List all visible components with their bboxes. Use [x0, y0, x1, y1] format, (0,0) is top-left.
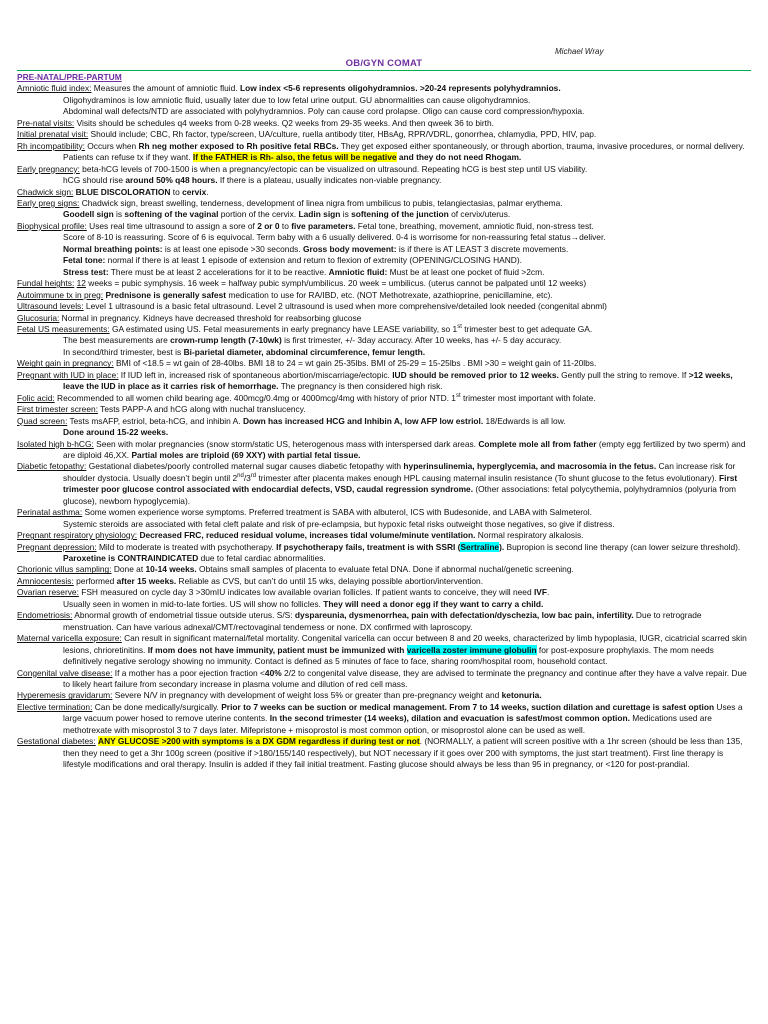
note-line: [17, 393, 751, 404]
note-text: Obtains small samples of placenta to evaluate fetal DNA. Done if abnormal nuchal/genetic screening.: [196, 564, 574, 575]
topic-label: Endometriosis:: [17, 610, 73, 621]
note-text: Mild to moderate is treated with psychotherapy.: [96, 541, 277, 552]
note-line: [17, 255, 751, 266]
note-text: 40%: [264, 667, 282, 678]
note-line: [17, 141, 751, 164]
note-line: [17, 313, 751, 324]
note-text: If mom does not have immunity, patient must be immunized with: [147, 644, 407, 655]
note-text: 2 or 0: [257, 220, 280, 231]
highlighted-text: Sertraline: [460, 541, 500, 552]
note-text: dyspareunia, dysmenorrhea, pain with defectation/dyschezia, low bac pain, infertility.: [294, 610, 634, 621]
note-line: [17, 187, 751, 198]
note-text: Tests msAFP, estriol, beta-hCG, and inhibin A.: [67, 415, 243, 426]
note-text: First trimester poor glucose control associated with endocardial defects, VSD, caudal regression syndrome.: [63, 472, 738, 495]
note-line: [17, 461, 751, 507]
note-text: hCG should rise: [63, 175, 126, 186]
note-text: Recommended to all women child bearing age. 400mcg/0.4mg or 4000mcg/4mg with history of prior NTD. 1: [54, 392, 456, 403]
note-text: beta-hCG levels of 700-1500 is when a pregnancy/ectopic can be visualized on ultrasound. Repeating hCG is best step until US viability.: [79, 163, 588, 174]
note-text: st: [457, 324, 462, 331]
note-text: Gross body movement:: [302, 243, 397, 254]
note-text: IVF: [533, 587, 547, 598]
note-line: [17, 564, 751, 575]
note-line: [17, 301, 751, 312]
note-text: Usually seen in women in mid-to-late forties. US will show no follicles.: [63, 598, 324, 609]
note-text: In second/third trimester, best is: [63, 346, 184, 357]
note-text: is: [113, 209, 125, 220]
note-text: They will need a donor egg if they want to carry a child.: [323, 598, 544, 609]
note-text: Score of 8-10 is reassuring. Score of 6 is equivocal. Term baby with a 6 usually delivered. 0-4 is worrisome for non-reassuring fetal status→deliver.: [63, 232, 606, 243]
topic-label: Pregnant depression:: [17, 541, 97, 552]
note-line: [17, 507, 751, 518]
note-text: (empty egg fertilized by two sperm) and are diploid 46,XX.: [63, 438, 746, 460]
note-text: .: [206, 186, 209, 197]
note-text: .: [546, 587, 550, 598]
note-text: If a mother has a poor ejection fraction <: [112, 667, 265, 678]
note-line: [17, 175, 751, 186]
note-text: Low index <5-6 represents oligohydramnios. >20-24 represents polyhydramnios.: [239, 83, 561, 94]
note-line: [17, 164, 751, 175]
note-text: normal if there is at least 1 episode of extension and return to flexion of extremity (OPENING/CLOSING HAND).: [105, 255, 522, 266]
topic-label: Amniotic fluid index:: [17, 83, 92, 94]
note-text: Gently pull the string to remove. If: [558, 369, 689, 380]
note-text: If psychotherapy fails, treatment is with SSRI (: [276, 541, 461, 552]
note-line: [17, 576, 751, 587]
topic-label: Weight gain in pregnancy:: [17, 358, 114, 369]
topic-label: Amniocentesis:: [17, 575, 74, 586]
note-text: Gestational diabetes/poorly controlled maternal sugar causes diabetic fetopathy with: [86, 461, 404, 472]
note-text: Can increase risk for shoulder dystocia. Usually doesn’t begin until 2: [63, 461, 736, 483]
note-text: Abnormal growth of endometrial tissue outside uterus. S/S:: [72, 610, 295, 621]
note-text: Partial moles are triploid (69 XXY) with partial fetal tissue.: [131, 449, 361, 460]
note-text: Amniotic fluid:: [328, 266, 388, 277]
note-text: st: [455, 392, 461, 399]
note-line: [17, 599, 751, 610]
note-text: ).: [499, 541, 505, 552]
note-line: [17, 209, 751, 220]
note-line: [17, 633, 751, 667]
note-line: [17, 530, 751, 541]
note-text: Severe N/V in pregnancy with development of weight loss 5% or greater than pre-pregnancy weight and: [112, 690, 502, 701]
note-text: Oligohydraminos is low amniotic fluid, usually later due to low fetal urine output. GU abnormalities can cause oligohydramnios.: [63, 94, 531, 105]
note-text: 18/Edwards is all low.: [483, 415, 566, 426]
note-text: is first trimester, +/- 3day accuracy. After 10 weeks, has +/- 5 day accuracy.: [281, 335, 562, 346]
note-text: If IUD left in, increased risk of spontaneous abortion/miscarriage/ectopic.: [118, 369, 393, 380]
note-text: BLUE DISCOLORATION: [75, 186, 171, 197]
note-line: [17, 370, 751, 393]
note-line: [17, 610, 751, 633]
note-text: crown-rump length (7-10wk): [170, 335, 282, 346]
note-text: Due to retrograde menstruation. Can have various adnexal/CMT/rectovaginal tenderness or none. DX confirmed with laproscopy.: [63, 610, 702, 632]
note-text: /3: [243, 472, 251, 483]
note-text: is if there is AT LEAST 3 discrete movements.: [396, 243, 569, 254]
document-title: OB/GYN COMAT: [345, 58, 423, 69]
topic-label: First trimester screen:: [17, 404, 98, 415]
topic-label: Maternal varicella exposure:: [17, 633, 122, 644]
note-text: due to fetal cardiac abnormalities.: [198, 553, 326, 564]
topic-label: Initial prenatal visit:: [17, 129, 89, 140]
note-line: [17, 358, 751, 369]
note-text: medication to use for RA/IBD, etc. (NOT Methotrexate, azathioprine, penicillamine, etc).: [226, 289, 553, 300]
topic-label: Perinatal asthma:: [17, 507, 83, 518]
note-text: Systemic steroids are associated with fetal cleft palate and risk of pre-eclampsia, but hypoxic fetal risks outweight those negatives, so give if distress.: [63, 518, 615, 529]
note-text: . (NORMALLY, a patient will screen positive with a 1hr screen (should be less than 135, then they need to get a 3hr 100g screen (positive if >180/155/140 respectively), but NOT necessary if it goes over 200 with symptoms, the just start treatment). First line therapy is lifestyle modifications and oral therapy. Insulin is added if they fail initial treatment. Fasting glucose should always be less than 95 in pregnancy, or <120 for post-prandial.: [63, 736, 743, 770]
note-text: Can result in significant maternal/fetal mortality. Congenital varicella can occur between 8 and 20 weeks, characterized by limb hypoplasia, IUGR, cicatricial scarred skin lesions, chrioretinitins.: [63, 633, 747, 655]
note-text: Bupropion is second line therapy (can lower seizure threshold).: [504, 541, 741, 552]
note-text: Uses real time ultrasound to assign a sore of: [86, 220, 258, 231]
topic-label: Glucosuria:: [17, 312, 60, 323]
note-text: trimester most important with folate.: [460, 392, 596, 403]
note-text: portion of the cervix.: [218, 209, 299, 220]
note-line: [17, 129, 751, 140]
note-text: Bi-parietal diameter, abdominal circumference, femur length.: [183, 346, 426, 357]
note-line: [17, 198, 751, 209]
topic-label: Isolated high b-hCG:: [17, 438, 94, 449]
topic-label: Fetal US measurements:: [17, 323, 110, 334]
note-text: Measures the amount of amniotic fluid.: [91, 83, 240, 94]
topic-label: Gestational diabetes:: [17, 736, 96, 747]
note-line: [17, 587, 751, 598]
note-text: 10-14 weeks.: [145, 564, 197, 575]
topic-label: Folic acid:: [17, 392, 55, 403]
topic-label: Early preg signs:: [17, 197, 80, 208]
note-text: GA estimated using US. Fetal measurements in early pregnancy have LEASE variability, so 1: [109, 323, 458, 334]
note-text: Some women experience worse symptoms. Preferred treatment is SABA with albuterol, ICS with Budesonide, and LABA with Salmeterol.: [82, 507, 592, 518]
author-name: Michael Wray: [555, 47, 604, 56]
note-text: Should include; CBC, Rh factor, type/screen, UA/culture, ruella antibody titer, HBsAg, RPR/VDRL, gonorrhea, chlamydia, PPD, HIV, pap.: [88, 129, 597, 140]
note-text: Normal respiratory alkalosis.: [475, 530, 584, 541]
note-text: Normal in pregnancy. Kidneys have decreased threshold for reabsorbing glucose: [59, 312, 362, 323]
note-text: Done at: [111, 564, 146, 575]
note-line: [17, 519, 751, 530]
note-line: [17, 290, 751, 301]
note-text: The pregnancy is then considered high risk.: [278, 381, 443, 392]
note-text: Uses a large vacuum power hosed to remove uterine contents.: [63, 701, 743, 724]
note-text: They get exposed either spontaneously, or through abortion, trauma, invasive procedures, or normal delivery. Patients can refuse tx if they want.: [63, 140, 745, 163]
topic-label: Ovarian reserve:: [17, 587, 79, 598]
note-line: [17, 439, 751, 462]
note-text: performed: [73, 575, 117, 586]
topic-label: Elective termination:: [17, 701, 93, 712]
topic-label: Fundal heights:: [17, 278, 75, 289]
note-line: [17, 335, 751, 346]
note-text: FSH measured on cycle day 3 >30mIU indicates low available ovarian follicles. If patient wants to conceive, they will need: [78, 587, 534, 598]
note-text: cervix: [182, 186, 207, 197]
note-text: Down has increased HCG and Inhibin A, low AFP low estriol.: [242, 415, 484, 426]
highlighted-text: varicella zoster immune globulin: [406, 644, 537, 655]
note-text: Reliable as CVS, but can’t do until 15 wks, delaying possible abortion/intervention.: [176, 575, 484, 586]
note-text: >12 weeks, leave the IUD in place as it carries risk of hemorrhage.: [63, 369, 733, 392]
note-text: nd: [237, 473, 244, 480]
note-text: Prior to 7 weeks can be suction or medical management. From 7 to 14 weeks, suction dilation and curettage is safest option: [221, 701, 715, 712]
note-text: rd: [250, 473, 257, 480]
note-text: Can be done medically/surgically.: [92, 701, 222, 712]
note-line: [17, 83, 751, 94]
note-line: [17, 427, 751, 438]
note-text: softening of the junction: [351, 209, 449, 220]
note-text: to: [279, 220, 292, 231]
note-text: Fetal tone:: [63, 255, 106, 266]
note-text: Normal breathing points:: [63, 243, 163, 254]
topic-label: Rh incompatibility:: [17, 140, 85, 151]
note-line: [17, 278, 751, 289]
topic-label: Congenital valve disease:: [17, 667, 113, 678]
note-text: hyperinsulinemia, hyperglycemia, and macrosomia in the fetus.: [403, 461, 657, 472]
note-text: Ladin sign: [298, 209, 341, 220]
note-text: Visits should be schedules q4 weeks from 0-28 weeks. Q2 weeks from 29-35 weeks. And then qweek 36 to birth.: [74, 117, 494, 128]
highlighted-text: If the FATHER is Rh- also, the fetus will be negative: [192, 152, 397, 163]
note-text: weeks = pubic symphysis. 16 week = halfway pubic symph/umbilicus. 20 week = umbilicus. (uterus cannot be palpated until 12 weeks): [85, 278, 587, 289]
note-text: Must be at least one pocket of fluid >2cm.: [387, 266, 545, 277]
note-text: The best measurements are: [63, 335, 171, 346]
notes-body: [17, 72, 751, 771]
note-text: five parameters.: [291, 220, 356, 231]
note-text: Seen with molar pregnancies (snow storm/static US, heterogenous mass with interspersed dark areas.: [93, 438, 479, 449]
note-text: Goodell sign: [63, 209, 114, 220]
note-text: and they do not need Rhogam.: [396, 152, 522, 163]
note-text: Stress test:: [63, 266, 109, 277]
topic-label: Chorionic villus sampling:: [17, 564, 112, 575]
note-text: Prednisone is generally safest: [105, 289, 227, 300]
note-line: [17, 95, 751, 106]
topic-label: 12: [76, 278, 86, 289]
highlighted-text: ANY GLUCOSE >200 with symptoms is a DX GDM regardless if during test or not: [98, 736, 420, 747]
note-text: 2/2 to congenital valve disease, they are advised to terminate the pregnancy and continue after they have a valve repair. Due to likely heart failure from secondary increase in plasma volume and dilution of red cell mass.: [63, 667, 747, 690]
note-text: Rh neg mother exposed to Rh positive fetal RBCs.: [138, 140, 339, 151]
note-line: [17, 221, 751, 232]
note-line: [17, 244, 751, 255]
note-line: [17, 347, 751, 358]
note-line: [17, 118, 751, 129]
note-line: [17, 702, 751, 736]
section-heading: PRE-NATAL/PRE-PARTUM: [17, 72, 122, 82]
note-text: BMI of <18.5 = wt gain of 28-40lbs. BMI 18 to 24 = wt gain 25-35lbs. BMI of 25-29 = 15-25lbs . BMI >30 = weight gain of 11-20lbs.: [113, 358, 597, 369]
note-line: [17, 324, 751, 335]
note-text: Abdominal wall defects/NTD are associated with polyhydramnios. Poly can cause cord prolapse. Oligo can cause cord compression/hypoxia.: [63, 106, 585, 117]
note-text: Fetal tone, breathing, movement, amniotic fluid, non-stress test.: [355, 220, 594, 231]
topic-label: Pregnant with IUD in place:: [17, 369, 119, 380]
note-text: (Other associations: fetal polycythemia, polyhydramnios (polyuria from glucose), newborn hypoglycemia).: [63, 484, 737, 506]
note-text: In the second trimester (14 weeks), dilation and evacuation is safest/most common option.: [269, 713, 630, 724]
topic-label: Quad screen:: [17, 415, 68, 426]
note-line: [17, 267, 751, 278]
note-text: softening of the vaginal: [124, 209, 219, 220]
note-text: trimester best to get adequate GA.: [461, 323, 593, 334]
note-line: [17, 416, 751, 427]
note-text: after 15 weeks.: [116, 575, 177, 586]
note-text: is: [340, 209, 352, 220]
note-text: is at least one episode >30 seconds.: [162, 243, 303, 254]
note-line: [17, 736, 751, 770]
topic-label: Ultrasound levels:: [17, 301, 84, 312]
note-text: Level 1 ultrasound is a basic fetal ultrasound. Level 2 ultrasound is used when more comprehensive/detailed look needed (congenital abnml): [83, 301, 607, 312]
topic-label: Diabetic fetopathy:: [17, 461, 87, 472]
note-line: [17, 690, 751, 701]
note-text: Decreased FRC, reduced residual volume, increases tidal volume/minute ventilation.: [139, 530, 476, 541]
topic-label: Early pregnancy:: [17, 163, 80, 174]
note-text: to: [170, 186, 183, 197]
note-text: around 50% q48 hours.: [125, 175, 218, 186]
note-line: [17, 106, 751, 117]
note-line: [17, 668, 751, 691]
note-text: for post-exposure prophylaxis. The mom needs definitively negative serology showing no immunity. Contact is defined as 5 minutes of face to face, sharing room/hospital room, household contact.: [63, 644, 714, 667]
note-text: If there is a plateau, usually indicates non-viable pregnancy.: [217, 175, 442, 186]
note-text: Complete mole all from father: [478, 438, 597, 449]
note-text: Chadwick sign, breast swelling, tenderness, development of linea nigra from umbilicus to pubis, telangiectasias, palmar erythema.: [79, 197, 563, 208]
note-text: trimester after placenta makes enough HPL causing maternal insulin resistance (To shunt glucose to the fetus evolutionary).: [256, 472, 720, 483]
topic-label: Autoimmune tx in preg:: [17, 289, 104, 300]
note-text: ketonuria.: [501, 690, 542, 701]
note-text: Done around 15-22 weeks.: [63, 427, 169, 438]
note-text: Medications used are methotrexate with misoprostol 3 to 7 days later. Mifepristone + misoprostol is most common option, or misoprostol alone can be used as well.: [63, 713, 712, 735]
note-line: [17, 404, 751, 415]
note-line: [17, 542, 751, 565]
topic-label: Hyperemesis gravidarum:: [17, 690, 113, 701]
note-text: Tests PAPP-A and hCG along with nuchal translucency.: [97, 404, 306, 415]
note-text: Paroxetine is CONTRAINDICATED: [63, 553, 199, 564]
note-text: There must be at least 2 accelerations for it to be reactive.: [108, 266, 329, 277]
topic-label: Chadwick sign:: [17, 186, 74, 197]
note-line: [17, 232, 751, 243]
note-text: Occurs when: [84, 140, 139, 151]
note-text: of cervix/uterus.: [448, 209, 511, 220]
note-text: IUD should be removed prior to 12 weeks.: [392, 369, 559, 380]
topic-label: Biophysical profile:: [17, 220, 87, 231]
topic-label: Pre-natal visits:: [17, 117, 75, 128]
title-divider: [17, 70, 751, 71]
topic-label: Pregnant respiratory physiology:: [17, 530, 138, 541]
